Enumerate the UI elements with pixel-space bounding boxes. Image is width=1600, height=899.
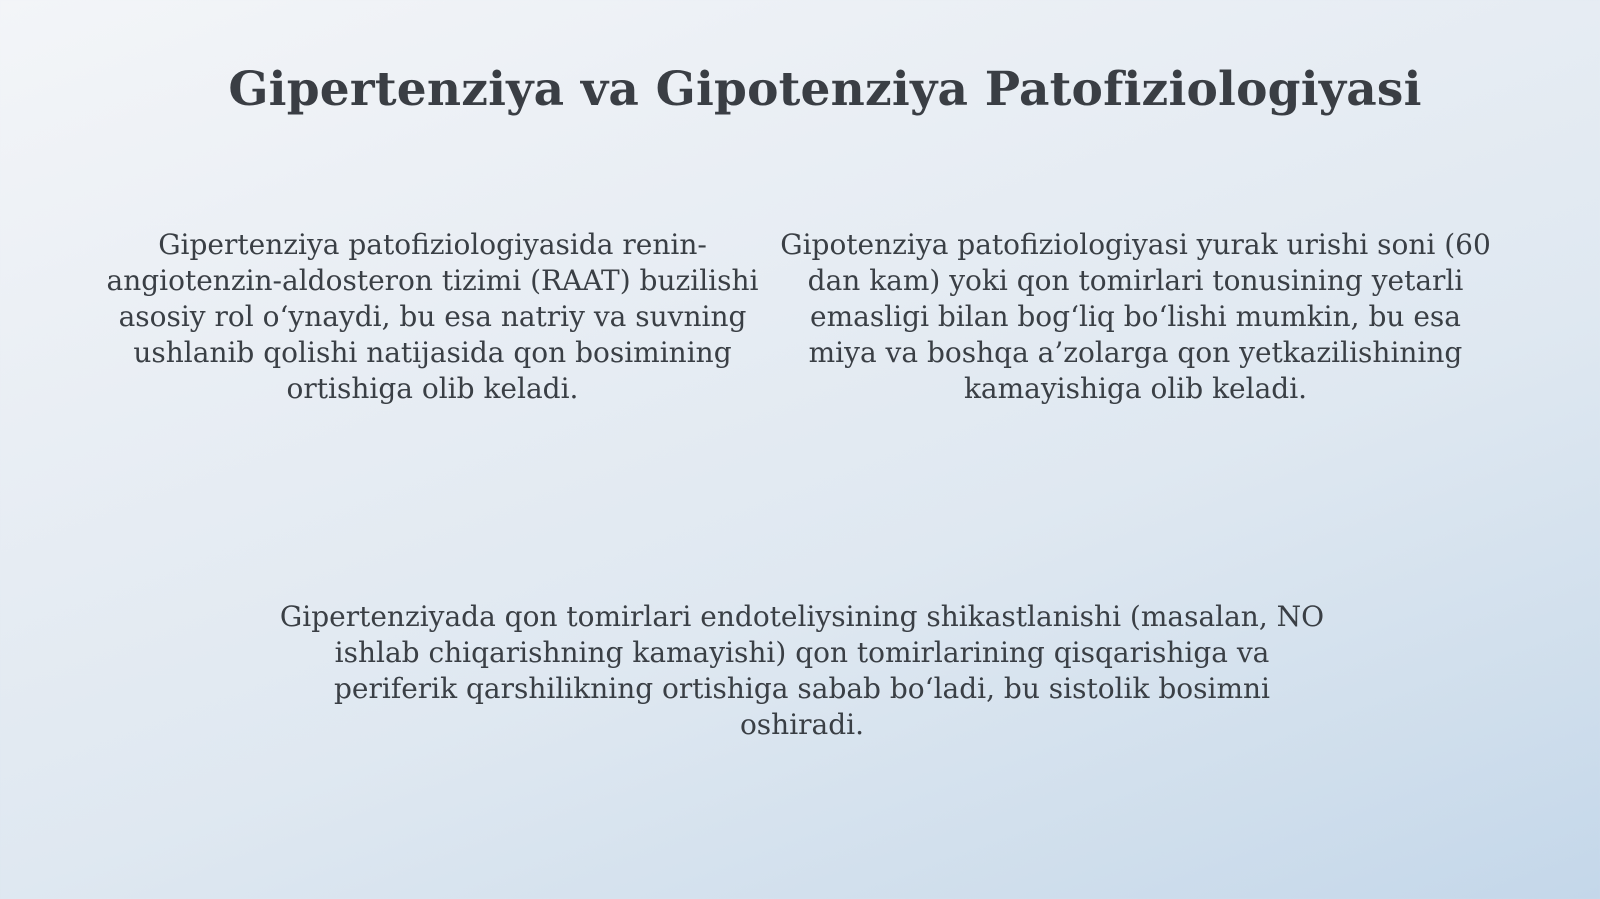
paragraph-hypertension-raat: Gipertenziya patofiziologiyasida renin-angiotenzin-aldosteron tizimi (RAAT) buzilishi asosiy rol o‘ynaydi, bu esa natriy va suvning ushlanib qolishi natijasida qon bosimining ortishiga olib keladi.: [106, 228, 759, 405]
slide-title: Gipertenziya va Gipotenziya Patofiziologiyasi: [228, 62, 1422, 117]
paragraph-hypotension: Gipotenziya patofiziologiyasi yurak urishi soni (60 dan kam) yoki qon tomirlari tonusining yetarli emasligi bilan bog‘liq bo‘lishi mumkin, bu esa miya va boshqa a’zolarga qon yetkazilishining kamayishiga olib keladi.: [780, 228, 1491, 405]
paragraph-endothelium: Gipertenziyada qon tomirlari endoteliysining shikastlanishi (masalan, NO ishlab chiqarishning kamayishi) qon tomirlarining qisqarishiga va periferik qarshilikning ortishiga sabab bo‘ladi, bu sistolik bosimni oshiradi.: [279, 600, 1325, 741]
